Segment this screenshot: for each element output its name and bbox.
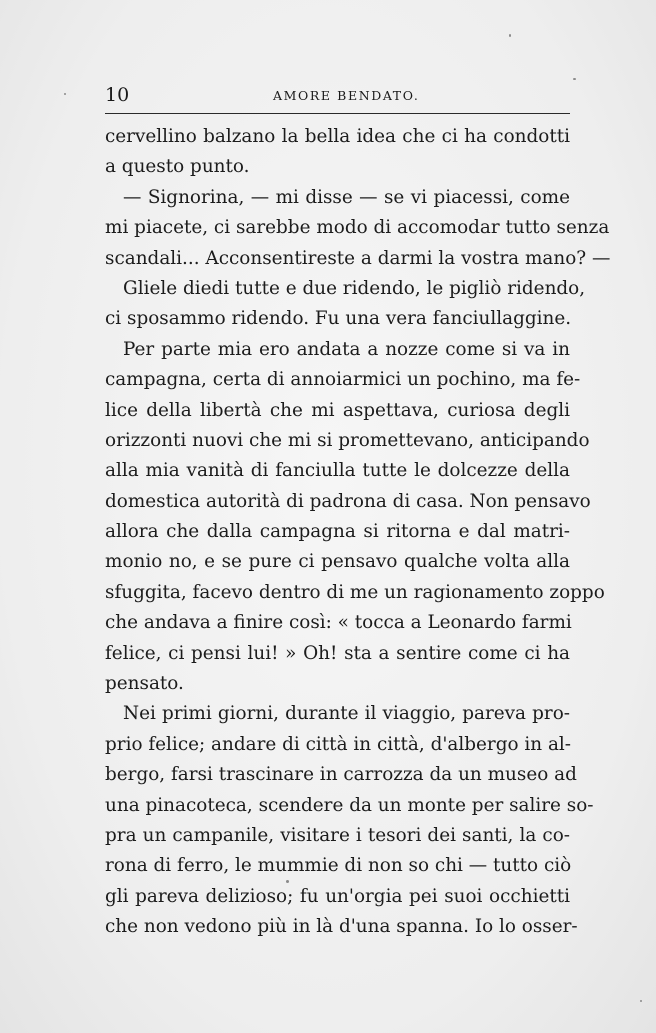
text-line: allora che dalla campagna si ritorna e dal matri- <box>105 521 570 543</box>
text-line: pensato. <box>105 673 184 695</box>
text-line: campagna, certa di annoiarmici un pochino, ma fe- <box>105 369 581 391</box>
text-line: ci sposammo ridendo. Fu una vera fanciullaggine. <box>105 308 572 330</box>
text-line: alla mia vanità di fanciulla tutte le dolcezze della <box>105 460 570 482</box>
scan-speck <box>286 880 289 883</box>
running-title: AMORE BENDATO. <box>273 88 420 103</box>
text-line: gli pareva delizioso; fu un'orgia pei suoi occhietti <box>105 885 570 907</box>
text-line: una pinacoteca, scendere da un monte per salire so- <box>105 794 594 816</box>
header-rule <box>105 113 570 114</box>
running-head <box>105 84 570 106</box>
scan-speck <box>64 93 66 95</box>
text-line: lice della libertà che mi aspettava, curiosa degli <box>105 399 570 421</box>
text-line: felice, ci pensi lui! » Oh! sta a sentire come ci ha <box>105 642 570 664</box>
text-line: Per parte mia ero andata a nozze come si va in <box>123 338 570 360</box>
text-line: che andava a finire così: « tocca a Leonardo farmi <box>105 612 572 634</box>
text-line: pra un campanile, visitare i tesori dei santi, la co- <box>105 824 570 846</box>
text-line: monio no, e se pure ci pensavo qualche volta alla <box>105 551 570 573</box>
text-line: a questo punto. <box>105 156 250 178</box>
page-number: 10 <box>105 84 130 106</box>
text-line: prio felice; andare di città in città, d'albergo in al- <box>105 733 572 755</box>
scan-speck <box>573 78 576 80</box>
text-line: cervellino balzano la bella idea che ci ha condotti <box>105 126 570 147</box>
text-line: scandali... Acconsentireste a darmi la vostra mano? — <box>105 247 611 269</box>
text-line: che non vedono più in là d'una spanna. Io lo osser- <box>105 916 578 938</box>
text-line: domestica autorità di padrona di casa. Non pensavo <box>105 490 591 512</box>
text-line: Gliele diedi tutte e due ridendo, le pigliò ridendo, <box>123 277 586 299</box>
text-line: sfuggita, facevo dentro di me un ragionamento zoppo <box>105 581 605 603</box>
text-line: Nei primi giorni, durante il viaggio, pareva pro- <box>123 703 570 725</box>
text-line: — Signorina, — mi disse — se vi piacessi, come <box>123 186 570 208</box>
text-line: orizzonti nuovi che mi si promettevano, anticipando <box>105 429 590 451</box>
text-line: rona di ferro, le mummie di non so chi — tutto ciò <box>105 855 572 877</box>
text-line: bergo, farsi trascinare in carrozza da un museo ad <box>105 764 577 786</box>
scan-speck <box>640 1000 642 1002</box>
body-text <box>105 122 611 943</box>
scan-speck <box>509 34 511 37</box>
text-line: mi piacete, ci sarebbe modo di accomodar tutto senza <box>105 217 610 239</box>
